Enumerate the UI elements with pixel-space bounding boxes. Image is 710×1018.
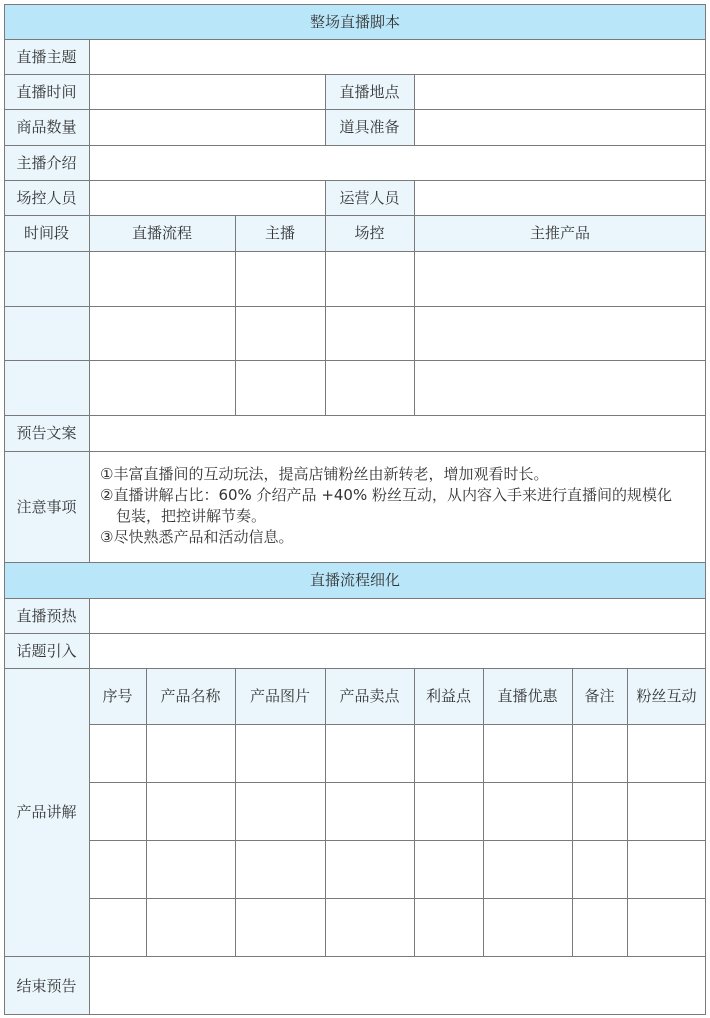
label-warmup: 直播预热 <box>4 598 89 633</box>
label-preview-copy: 预告文案 <box>4 415 89 451</box>
label-product-explain: 产品讲解 <box>4 668 89 956</box>
product-header-benefit: 利益点 <box>414 668 483 724</box>
product-header-selling-point: 产品卖点 <box>325 668 414 724</box>
notes-line-2-cont: 包装，把控讲解节奏。 <box>116 507 267 525</box>
value-theme <box>89 39 706 74</box>
label-props: 道具准备 <box>325 109 414 145</box>
sheet-title: 整场直播脚本 <box>4 4 706 39</box>
product-header-image: 产品图片 <box>235 668 325 724</box>
schedule-header-timeslot: 时间段 <box>4 215 89 251</box>
label-product-count: 商品数量 <box>4 109 89 145</box>
product-header-remark: 备注 <box>572 668 627 724</box>
label-theme: 直播主题 <box>4 39 89 74</box>
live-script-sheet <box>4 4 706 1015</box>
label-notes: 注意事项 <box>4 451 89 562</box>
label-field-staff: 场控人员 <box>4 180 89 215</box>
product-header-index: 序号 <box>89 668 146 724</box>
label-ops-staff: 运营人员 <box>325 180 414 215</box>
notes-text <box>100 464 700 548</box>
product-header-discount: 直播优惠 <box>483 668 572 724</box>
notes-line-1: ①丰富直播间的互动玩法，提高店铺粉丝由新转老，增加观看时长。 <box>100 465 549 483</box>
notes-line-3: ③尽快熟悉产品和活动信息。 <box>100 528 294 546</box>
schedule-header-product: 主推产品 <box>414 215 706 251</box>
schedule-header-flow: 直播流程 <box>89 215 235 251</box>
label-time: 直播时间 <box>4 74 89 109</box>
schedule-header-control: 场控 <box>325 215 414 251</box>
label-host-intro: 主播介绍 <box>4 145 89 180</box>
product-header-fan-interaction: 粉丝互动 <box>627 668 706 724</box>
schedule-row-2-time <box>4 306 89 360</box>
product-header-name: 产品名称 <box>146 668 235 724</box>
schedule-row-1-time <box>4 251 89 306</box>
schedule-row-3-time <box>4 360 89 415</box>
label-location: 直播地点 <box>325 74 414 109</box>
label-topic: 话题引入 <box>4 633 89 668</box>
notes-line-2: ②直播讲解占比：60% 介绍产品 +40% 粉丝互动，从内容入手来进行直播间的规模化 <box>100 486 673 504</box>
schedule-header-host: 主播 <box>235 215 325 251</box>
section2-title: 直播流程细化 <box>4 562 706 598</box>
label-end-preview: 结束预告 <box>4 956 89 1015</box>
